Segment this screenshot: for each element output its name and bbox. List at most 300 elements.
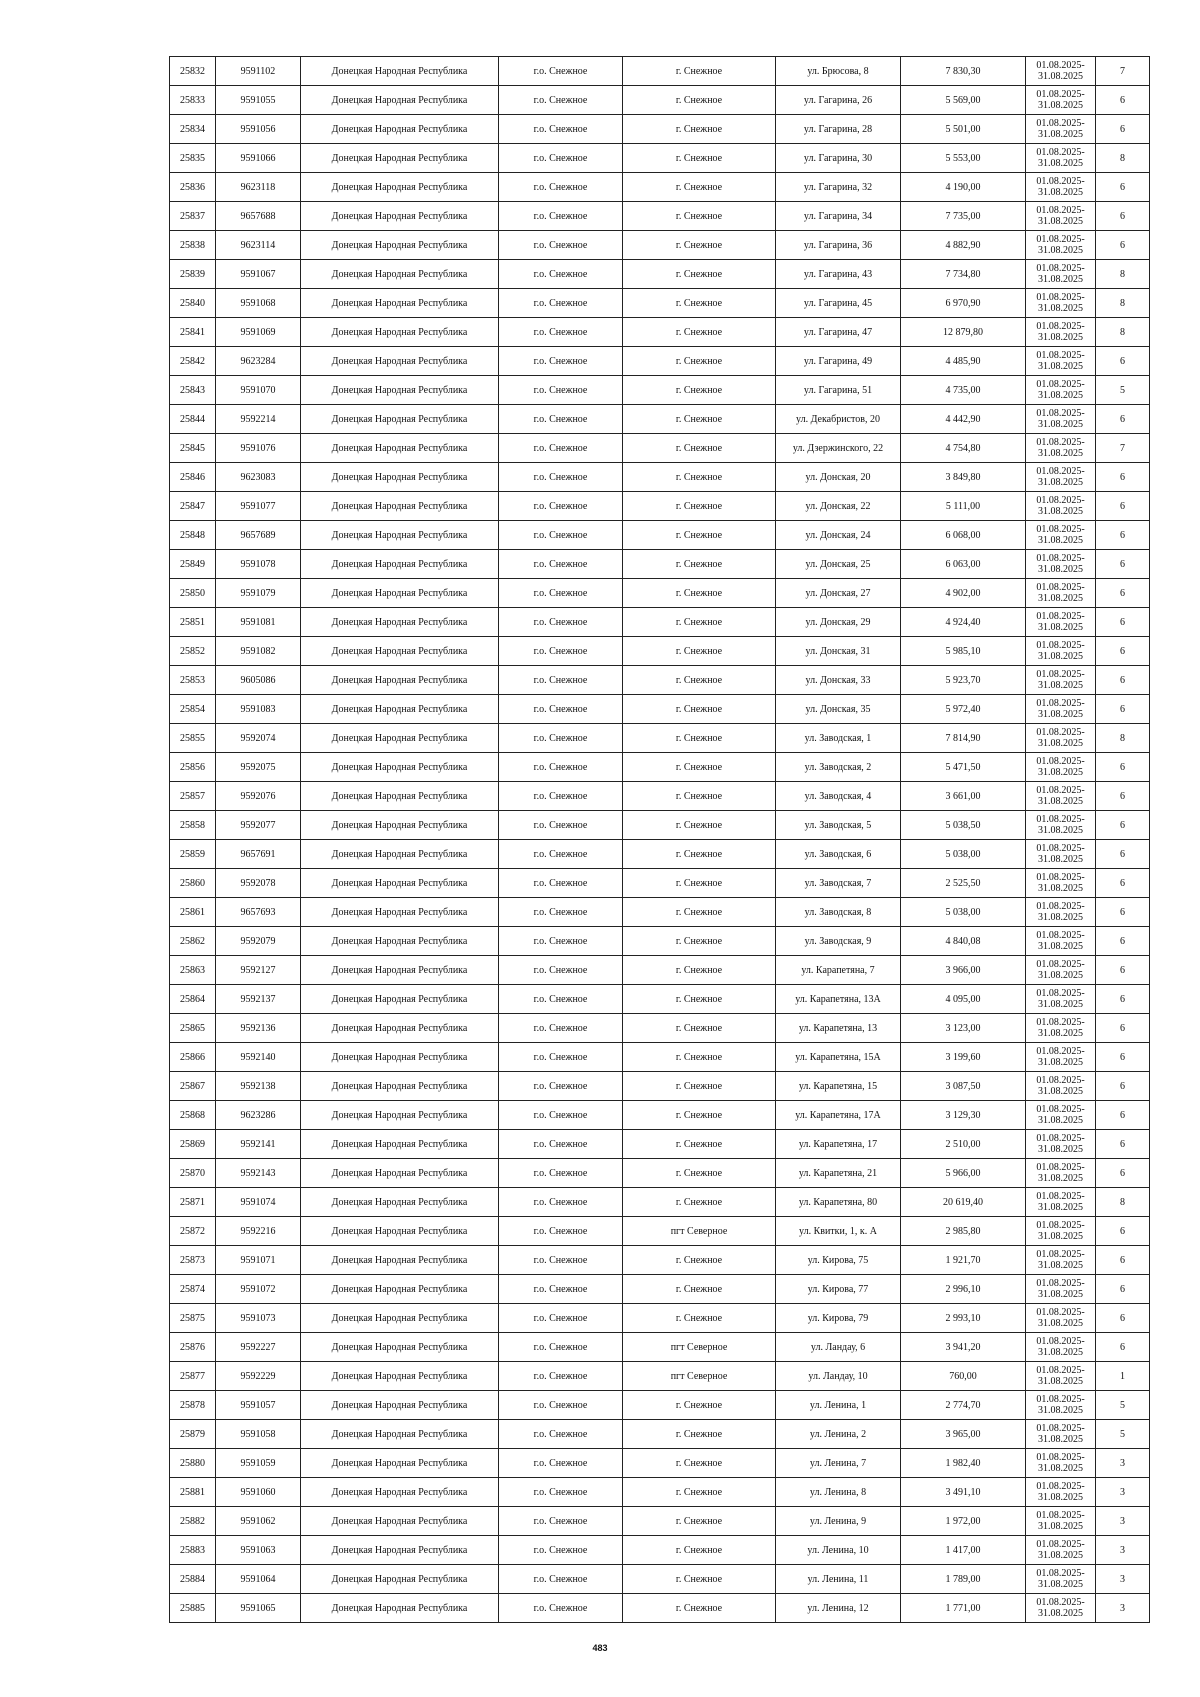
cell-count: 6 xyxy=(1096,608,1150,637)
cell-address: ул. Ленина, 9 xyxy=(776,1507,901,1536)
cell-object-id: 9592078 xyxy=(216,869,301,898)
cell-count: 6 xyxy=(1096,550,1150,579)
cell-region: Донецкая Народная Республика xyxy=(301,1333,499,1362)
cell-settlement: г. Снежное xyxy=(623,347,776,376)
cell-count: 6 xyxy=(1096,463,1150,492)
cell-municipal-district: г.о. Снежное xyxy=(499,1101,623,1130)
cell-settlement: г. Снежное xyxy=(623,318,776,347)
cell-address: ул. Карапетяна, 15 xyxy=(776,1072,901,1101)
cell-count: 3 xyxy=(1096,1478,1150,1507)
cell-record-number: 25833 xyxy=(170,86,216,115)
cell-address: ул. Карапетяна, 17А xyxy=(776,1101,901,1130)
cell-settlement: г. Снежное xyxy=(623,115,776,144)
cell-record-number: 25841 xyxy=(170,318,216,347)
cell-region: Донецкая Народная Республика xyxy=(301,1101,499,1130)
cell-address: ул. Гагарина, 45 xyxy=(776,289,901,318)
table-row xyxy=(170,1014,1150,1043)
cell-period: 01.08.2025- 31.08.2025 xyxy=(1026,695,1096,724)
cell-record-number: 25885 xyxy=(170,1594,216,1623)
cell-period: 01.08.2025- 31.08.2025 xyxy=(1026,840,1096,869)
cell-settlement: г. Снежное xyxy=(623,1101,776,1130)
cell-object-id: 9591060 xyxy=(216,1478,301,1507)
cell-municipal-district: г.о. Снежное xyxy=(499,579,623,608)
cell-settlement: г. Снежное xyxy=(623,666,776,695)
cell-object-id: 9592077 xyxy=(216,811,301,840)
table-row xyxy=(170,898,1150,927)
cell-record-number: 25837 xyxy=(170,202,216,231)
cell-period: 01.08.2025- 31.08.2025 xyxy=(1026,956,1096,985)
cell-record-number: 25875 xyxy=(170,1304,216,1333)
cell-region: Донецкая Народная Республика xyxy=(301,115,499,144)
cell-address: ул. Ленина, 2 xyxy=(776,1420,901,1449)
table-row xyxy=(170,927,1150,956)
cell-settlement: г. Снежное xyxy=(623,1536,776,1565)
cell-address: ул. Заводская, 1 xyxy=(776,724,901,753)
cell-count: 7 xyxy=(1096,434,1150,463)
cell-area: 4 735,00 xyxy=(901,376,1026,405)
cell-address: ул. Заводская, 8 xyxy=(776,898,901,927)
cell-period: 01.08.2025- 31.08.2025 xyxy=(1026,376,1096,405)
cell-area: 5 501,00 xyxy=(901,115,1026,144)
cell-settlement: г. Снежное xyxy=(623,260,776,289)
cell-period: 01.08.2025- 31.08.2025 xyxy=(1026,1478,1096,1507)
cell-address: ул. Донская, 27 xyxy=(776,579,901,608)
cell-area: 4 840,08 xyxy=(901,927,1026,956)
cell-period: 01.08.2025- 31.08.2025 xyxy=(1026,579,1096,608)
cell-area: 2 993,10 xyxy=(901,1304,1026,1333)
cell-record-number: 25853 xyxy=(170,666,216,695)
cell-settlement: г. Снежное xyxy=(623,579,776,608)
cell-period: 01.08.2025- 31.08.2025 xyxy=(1026,1159,1096,1188)
cell-address: ул. Заводская, 4 xyxy=(776,782,901,811)
cell-record-number: 25847 xyxy=(170,492,216,521)
cell-period: 01.08.2025- 31.08.2025 xyxy=(1026,1391,1096,1420)
cell-area: 4 754,80 xyxy=(901,434,1026,463)
cell-area: 3 087,50 xyxy=(901,1072,1026,1101)
cell-area: 4 485,90 xyxy=(901,347,1026,376)
cell-municipal-district: г.о. Снежное xyxy=(499,840,623,869)
cell-record-number: 25852 xyxy=(170,637,216,666)
cell-count: 6 xyxy=(1096,1217,1150,1246)
cell-address: ул. Донская, 33 xyxy=(776,666,901,695)
cell-region: Донецкая Народная Республика xyxy=(301,811,499,840)
cell-settlement: г. Снежное xyxy=(623,1565,776,1594)
cell-address: ул. Ландау, 6 xyxy=(776,1333,901,1362)
cell-period: 01.08.2025- 31.08.2025 xyxy=(1026,811,1096,840)
cell-object-id: 9591074 xyxy=(216,1188,301,1217)
cell-period: 01.08.2025- 31.08.2025 xyxy=(1026,1072,1096,1101)
cell-settlement: г. Снежное xyxy=(623,1594,776,1623)
cell-address: ул. Донская, 29 xyxy=(776,608,901,637)
cell-object-id: 9591062 xyxy=(216,1507,301,1536)
cell-period: 01.08.2025- 31.08.2025 xyxy=(1026,1507,1096,1536)
cell-record-number: 25876 xyxy=(170,1333,216,1362)
cell-region: Донецкая Народная Республика xyxy=(301,1072,499,1101)
cell-count: 8 xyxy=(1096,289,1150,318)
cell-region: Донецкая Народная Республика xyxy=(301,1014,499,1043)
cell-municipal-district: г.о. Снежное xyxy=(499,608,623,637)
cell-object-id: 9623114 xyxy=(216,231,301,260)
cell-region: Донецкая Народная Республика xyxy=(301,985,499,1014)
table-row xyxy=(170,405,1150,434)
cell-region: Донецкая Народная Республика xyxy=(301,1362,499,1391)
table-row xyxy=(170,1449,1150,1478)
cell-settlement: г. Снежное xyxy=(623,695,776,724)
cell-region: Донецкая Народная Республика xyxy=(301,1449,499,1478)
cell-count: 3 xyxy=(1096,1565,1150,1594)
cell-region: Донецкая Народная Республика xyxy=(301,956,499,985)
cell-object-id: 9592136 xyxy=(216,1014,301,1043)
cell-object-id: 9591069 xyxy=(216,318,301,347)
cell-area: 3 849,80 xyxy=(901,463,1026,492)
cell-record-number: 25834 xyxy=(170,115,216,144)
cell-address: ул. Гагарина, 26 xyxy=(776,86,901,115)
cell-region: Донецкая Народная Республика xyxy=(301,1478,499,1507)
cell-address: ул. Карапетяна, 13А xyxy=(776,985,901,1014)
cell-record-number: 25856 xyxy=(170,753,216,782)
cell-settlement: г. Снежное xyxy=(623,144,776,173)
cell-municipal-district: г.о. Снежное xyxy=(499,1217,623,1246)
cell-area: 1 789,00 xyxy=(901,1565,1026,1594)
cell-period: 01.08.2025- 31.08.2025 xyxy=(1026,1188,1096,1217)
cell-address: ул. Ленина, 7 xyxy=(776,1449,901,1478)
cell-period: 01.08.2025- 31.08.2025 xyxy=(1026,1565,1096,1594)
table-row xyxy=(170,492,1150,521)
cell-object-id: 9605086 xyxy=(216,666,301,695)
cell-object-id: 9657689 xyxy=(216,521,301,550)
cell-record-number: 25845 xyxy=(170,434,216,463)
cell-region: Донецкая Народная Республика xyxy=(301,492,499,521)
cell-municipal-district: г.о. Снежное xyxy=(499,753,623,782)
cell-region: Донецкая Народная Республика xyxy=(301,898,499,927)
cell-record-number: 25872 xyxy=(170,1217,216,1246)
table-row xyxy=(170,1072,1150,1101)
cell-area: 5 111,00 xyxy=(901,492,1026,521)
cell-count: 8 xyxy=(1096,724,1150,753)
cell-period: 01.08.2025- 31.08.2025 xyxy=(1026,985,1096,1014)
cell-municipal-district: г.о. Снежное xyxy=(499,202,623,231)
cell-municipal-district: г.о. Снежное xyxy=(499,231,623,260)
cell-municipal-district: г.о. Снежное xyxy=(499,405,623,434)
cell-municipal-district: г.о. Снежное xyxy=(499,782,623,811)
cell-object-id: 9592074 xyxy=(216,724,301,753)
cell-address: ул. Заводская, 6 xyxy=(776,840,901,869)
table-row xyxy=(170,202,1150,231)
cell-settlement: г. Снежное xyxy=(623,463,776,492)
cell-record-number: 25874 xyxy=(170,1275,216,1304)
table-row xyxy=(170,753,1150,782)
cell-municipal-district: г.о. Снежное xyxy=(499,1246,623,1275)
cell-record-number: 25855 xyxy=(170,724,216,753)
cell-address: ул. Кирова, 77 xyxy=(776,1275,901,1304)
cell-count: 6 xyxy=(1096,347,1150,376)
cell-count: 1 xyxy=(1096,1362,1150,1391)
cell-count: 6 xyxy=(1096,1159,1150,1188)
cell-area: 6 063,00 xyxy=(901,550,1026,579)
cell-record-number: 25842 xyxy=(170,347,216,376)
cell-object-id: 9591102 xyxy=(216,57,301,86)
cell-count: 6 xyxy=(1096,898,1150,927)
cell-count: 5 xyxy=(1096,376,1150,405)
table-row xyxy=(170,144,1150,173)
cell-address: ул. Донская, 25 xyxy=(776,550,901,579)
cell-settlement: г. Снежное xyxy=(623,202,776,231)
cell-settlement: г. Снежное xyxy=(623,898,776,927)
cell-record-number: 25873 xyxy=(170,1246,216,1275)
cell-municipal-district: г.о. Снежное xyxy=(499,1304,623,1333)
cell-area: 7 830,30 xyxy=(901,57,1026,86)
cell-count: 6 xyxy=(1096,1275,1150,1304)
cell-count: 6 xyxy=(1096,1304,1150,1333)
cell-record-number: 25859 xyxy=(170,840,216,869)
cell-period: 01.08.2025- 31.08.2025 xyxy=(1026,260,1096,289)
cell-record-number: 25857 xyxy=(170,782,216,811)
table-row xyxy=(170,1043,1150,1072)
table-body xyxy=(170,57,1150,1623)
cell-region: Донецкая Народная Республика xyxy=(301,173,499,202)
cell-object-id: 9591055 xyxy=(216,86,301,115)
cell-area: 1 982,40 xyxy=(901,1449,1026,1478)
table-row xyxy=(170,1130,1150,1159)
cell-region: Донецкая Народная Республика xyxy=(301,463,499,492)
cell-settlement: г. Снежное xyxy=(623,1449,776,1478)
cell-period: 01.08.2025- 31.08.2025 xyxy=(1026,463,1096,492)
table-row xyxy=(170,782,1150,811)
cell-settlement: г. Снежное xyxy=(623,492,776,521)
cell-count: 5 xyxy=(1096,1391,1150,1420)
cell-address: ул. Гагарина, 51 xyxy=(776,376,901,405)
cell-settlement: г. Снежное xyxy=(623,840,776,869)
cell-region: Донецкая Народная Республика xyxy=(301,1275,499,1304)
table-row xyxy=(170,260,1150,289)
cell-municipal-district: г.о. Снежное xyxy=(499,318,623,347)
cell-record-number: 25879 xyxy=(170,1420,216,1449)
cell-settlement: г. Снежное xyxy=(623,57,776,86)
cell-address: ул. Декабристов, 20 xyxy=(776,405,901,434)
table-row xyxy=(170,985,1150,1014)
cell-object-id: 9657691 xyxy=(216,840,301,869)
cell-count: 6 xyxy=(1096,840,1150,869)
cell-object-id: 9591065 xyxy=(216,1594,301,1623)
cell-count: 6 xyxy=(1096,985,1150,1014)
cell-settlement: г. Снежное xyxy=(623,86,776,115)
cell-record-number: 25877 xyxy=(170,1362,216,1391)
cell-object-id: 9592127 xyxy=(216,956,301,985)
cell-count: 8 xyxy=(1096,1188,1150,1217)
cell-record-number: 25840 xyxy=(170,289,216,318)
cell-settlement: г. Снежное xyxy=(623,289,776,318)
cell-settlement: г. Снежное xyxy=(623,173,776,202)
cell-address: ул. Гагарина, 28 xyxy=(776,115,901,144)
cell-period: 01.08.2025- 31.08.2025 xyxy=(1026,289,1096,318)
cell-municipal-district: г.о. Снежное xyxy=(499,666,623,695)
cell-municipal-district: г.о. Снежное xyxy=(499,1507,623,1536)
cell-area: 1 972,00 xyxy=(901,1507,1026,1536)
table-row xyxy=(170,608,1150,637)
cell-object-id: 9592138 xyxy=(216,1072,301,1101)
cell-municipal-district: г.о. Снежное xyxy=(499,521,623,550)
table-row xyxy=(170,347,1150,376)
cell-record-number: 25860 xyxy=(170,869,216,898)
cell-area: 5 553,00 xyxy=(901,144,1026,173)
table-row xyxy=(170,695,1150,724)
data-table xyxy=(169,56,1150,1623)
cell-area: 760,00 xyxy=(901,1362,1026,1391)
cell-record-number: 25846 xyxy=(170,463,216,492)
cell-address: ул. Брюсова, 8 xyxy=(776,57,901,86)
cell-address: ул. Карапетяна, 13 xyxy=(776,1014,901,1043)
cell-count: 6 xyxy=(1096,782,1150,811)
cell-municipal-district: г.о. Снежное xyxy=(499,1130,623,1159)
cell-area: 5 038,50 xyxy=(901,811,1026,840)
cell-municipal-district: г.о. Снежное xyxy=(499,637,623,666)
cell-region: Донецкая Народная Республика xyxy=(301,1246,499,1275)
cell-area: 5 985,10 xyxy=(901,637,1026,666)
cell-object-id: 9591068 xyxy=(216,289,301,318)
cell-settlement: г. Снежное xyxy=(623,1130,776,1159)
cell-address: ул. Заводская, 9 xyxy=(776,927,901,956)
cell-municipal-district: г.о. Снежное xyxy=(499,695,623,724)
cell-municipal-district: г.о. Снежное xyxy=(499,898,623,927)
cell-region: Донецкая Народная Республика xyxy=(301,1391,499,1420)
table-row xyxy=(170,1304,1150,1333)
table-row xyxy=(170,1188,1150,1217)
cell-count: 6 xyxy=(1096,956,1150,985)
cell-record-number: 25862 xyxy=(170,927,216,956)
cell-settlement: г. Снежное xyxy=(623,1043,776,1072)
cell-region: Донецкая Народная Республика xyxy=(301,666,499,695)
cell-object-id: 9592214 xyxy=(216,405,301,434)
cell-period: 01.08.2025- 31.08.2025 xyxy=(1026,608,1096,637)
table-row xyxy=(170,550,1150,579)
cell-settlement: г. Снежное xyxy=(623,1275,776,1304)
cell-area: 2 525,50 xyxy=(901,869,1026,898)
cell-municipal-district: г.о. Снежное xyxy=(499,115,623,144)
cell-region: Донецкая Народная Республика xyxy=(301,1420,499,1449)
page-number: 483 xyxy=(592,1643,608,1653)
cell-municipal-district: г.о. Снежное xyxy=(499,434,623,463)
cell-address: ул. Донская, 31 xyxy=(776,637,901,666)
cell-region: Донецкая Народная Республика xyxy=(301,86,499,115)
cell-count: 3 xyxy=(1096,1449,1150,1478)
cell-settlement: г. Снежное xyxy=(623,1246,776,1275)
cell-region: Донецкая Народная Республика xyxy=(301,1565,499,1594)
table-row xyxy=(170,318,1150,347)
cell-object-id: 9591082 xyxy=(216,637,301,666)
cell-address: ул. Донская, 24 xyxy=(776,521,901,550)
cell-area: 6 970,90 xyxy=(901,289,1026,318)
cell-period: 01.08.2025- 31.08.2025 xyxy=(1026,115,1096,144)
cell-record-number: 25848 xyxy=(170,521,216,550)
cell-object-id: 9591056 xyxy=(216,115,301,144)
table-row xyxy=(170,289,1150,318)
cell-object-id: 9657688 xyxy=(216,202,301,231)
cell-object-id: 9591070 xyxy=(216,376,301,405)
table-row xyxy=(170,869,1150,898)
table-row xyxy=(170,1565,1150,1594)
cell-settlement: г. Снежное xyxy=(623,608,776,637)
cell-area: 1 921,70 xyxy=(901,1246,1026,1275)
cell-count: 6 xyxy=(1096,1333,1150,1362)
cell-area: 5 569,00 xyxy=(901,86,1026,115)
cell-period: 01.08.2025- 31.08.2025 xyxy=(1026,898,1096,927)
cell-municipal-district: г.о. Снежное xyxy=(499,347,623,376)
cell-area: 5 966,00 xyxy=(901,1159,1026,1188)
cell-region: Донецкая Народная Республика xyxy=(301,347,499,376)
table-row xyxy=(170,1362,1150,1391)
cell-municipal-district: г.о. Снежное xyxy=(499,1188,623,1217)
cell-area: 5 471,50 xyxy=(901,753,1026,782)
cell-settlement: г. Снежное xyxy=(623,1507,776,1536)
cell-municipal-district: г.о. Снежное xyxy=(499,1362,623,1391)
cell-period: 01.08.2025- 31.08.2025 xyxy=(1026,1275,1096,1304)
cell-object-id: 9592227 xyxy=(216,1333,301,1362)
cell-count: 6 xyxy=(1096,1072,1150,1101)
cell-address: ул. Ленина, 1 xyxy=(776,1391,901,1420)
cell-record-number: 25864 xyxy=(170,985,216,1014)
cell-address: ул. Квитки, 1, к. А xyxy=(776,1217,901,1246)
cell-address: ул. Карапетяна, 21 xyxy=(776,1159,901,1188)
cell-area: 3 129,30 xyxy=(901,1101,1026,1130)
cell-area: 5 038,00 xyxy=(901,840,1026,869)
cell-period: 01.08.2025- 31.08.2025 xyxy=(1026,1536,1096,1565)
cell-region: Донецкая Народная Республика xyxy=(301,608,499,637)
cell-object-id: 9591077 xyxy=(216,492,301,521)
cell-count: 6 xyxy=(1096,927,1150,956)
cell-address: ул. Гагарина, 49 xyxy=(776,347,901,376)
cell-period: 01.08.2025- 31.08.2025 xyxy=(1026,869,1096,898)
cell-object-id: 9592076 xyxy=(216,782,301,811)
cell-area: 7 735,00 xyxy=(901,202,1026,231)
cell-object-id: 9591079 xyxy=(216,579,301,608)
cell-address: ул. Гагарина, 34 xyxy=(776,202,901,231)
cell-region: Донецкая Народная Республика xyxy=(301,318,499,347)
cell-period: 01.08.2025- 31.08.2025 xyxy=(1026,550,1096,579)
cell-address: ул. Карапетяна, 80 xyxy=(776,1188,901,1217)
cell-area: 2 774,70 xyxy=(901,1391,1026,1420)
cell-area: 3 965,00 xyxy=(901,1420,1026,1449)
cell-address: ул. Ленина, 12 xyxy=(776,1594,901,1623)
cell-record-number: 25844 xyxy=(170,405,216,434)
cell-area: 2 510,00 xyxy=(901,1130,1026,1159)
cell-count: 6 xyxy=(1096,1043,1150,1072)
cell-period: 01.08.2025- 31.08.2025 xyxy=(1026,1043,1096,1072)
cell-area: 5 038,00 xyxy=(901,898,1026,927)
cell-count: 6 xyxy=(1096,115,1150,144)
cell-record-number: 25866 xyxy=(170,1043,216,1072)
cell-period: 01.08.2025- 31.08.2025 xyxy=(1026,666,1096,695)
table-row xyxy=(170,1246,1150,1275)
cell-settlement: г. Снежное xyxy=(623,1420,776,1449)
cell-period: 01.08.2025- 31.08.2025 xyxy=(1026,1333,1096,1362)
cell-settlement: г. Снежное xyxy=(623,956,776,985)
cell-area: 3 199,60 xyxy=(901,1043,1026,1072)
cell-region: Донецкая Народная Республика xyxy=(301,579,499,608)
cell-address: ул. Заводская, 7 xyxy=(776,869,901,898)
cell-area: 3 966,00 xyxy=(901,956,1026,985)
cell-region: Донецкая Народная Республика xyxy=(301,927,499,956)
cell-municipal-district: г.о. Снежное xyxy=(499,724,623,753)
table-row xyxy=(170,579,1150,608)
cell-address: ул. Кирова, 75 xyxy=(776,1246,901,1275)
cell-object-id: 9591081 xyxy=(216,608,301,637)
cell-address: ул. Кирова, 79 xyxy=(776,1304,901,1333)
cell-area: 4 190,00 xyxy=(901,173,1026,202)
cell-municipal-district: г.о. Снежное xyxy=(499,463,623,492)
cell-address: ул. Карапетяна, 7 xyxy=(776,956,901,985)
cell-area: 20 619,40 xyxy=(901,1188,1026,1217)
table-row xyxy=(170,1101,1150,1130)
